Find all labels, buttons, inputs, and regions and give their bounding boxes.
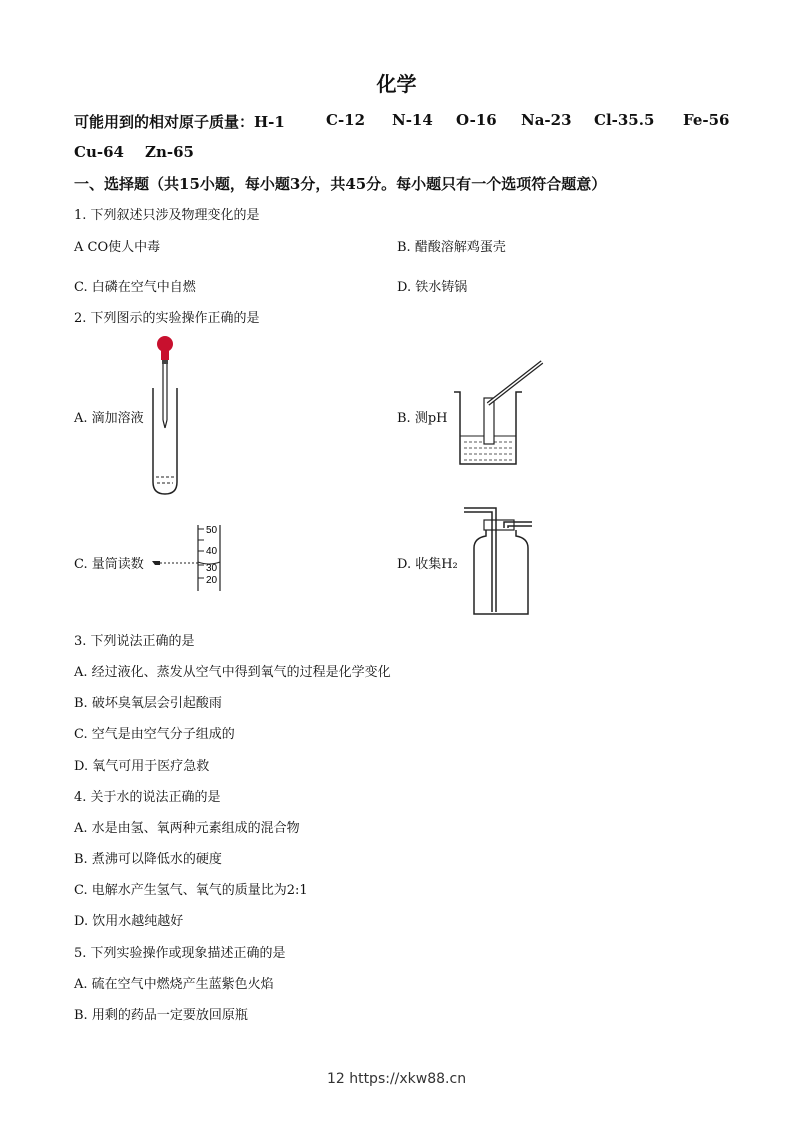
atomic-mass-item: Na-23 [521, 111, 572, 129]
q4-option-a: A. 水是由氢、氧两种元素组成的混合物 [74, 821, 300, 836]
q4-option-b: B. 煮沸可以降低水的硬度 [74, 852, 222, 867]
cylinder-tick-label: 30 [206, 563, 218, 574]
cylinder-tick-label: 50 [206, 525, 218, 536]
q1-option-d: D. 铁水铸锅 [397, 280, 468, 295]
cylinder-tick-label: 20 [206, 575, 218, 586]
q1-stem: 1. 下列叙述只涉及物理变化的是 [74, 208, 260, 223]
q5-option-b: B. 用剩的药品一定要放回原瓶 [74, 1008, 248, 1023]
gas-collection-bottle-illustration [462, 502, 542, 618]
cylinder-tick-label: 40 [206, 546, 218, 557]
q3-option-b: B. 破坏臭氧层会引起酸雨 [74, 696, 222, 711]
q2-option-b: B. 测pH [397, 411, 448, 426]
page-footer: 12 https://xkw88.cn [326, 1071, 467, 1087]
q4-option-c: C. 电解水产生氢气、氧气的质量比为2:1 [74, 883, 308, 898]
q4-stem: 4. 关于水的说法正确的是 [74, 790, 221, 805]
q5-stem: 5. 下列实验操作或现象描述正确的是 [74, 946, 286, 961]
q1-option-c: C. 白磷在空气中自燃 [74, 280, 196, 295]
q2-stem: 2. 下列图示的实验操作正确的是 [74, 311, 260, 326]
q2-option-c: C. 量筒读数 [74, 557, 144, 572]
atomic-mass-item: Cu-64 [74, 143, 124, 161]
atomic-mass-item: Cl-35.5 [594, 111, 655, 129]
q5-option-a: A. 硫在空气中燃烧产生蓝紫色火焰 [74, 977, 274, 992]
q1-option-a: A CO使人中毒 [74, 240, 161, 255]
q2-option-d: D. 收集H₂ [397, 557, 458, 572]
q4-option-d: D. 饮用水越纯越好 [74, 914, 184, 929]
atomic-mass-item: Zn-65 [145, 143, 194, 161]
beaker-ph-illustration [452, 358, 552, 470]
q1-option-b: B. 醋酸溶解鸡蛋壳 [397, 240, 506, 255]
atomic-mass-label: 可能用到的相对原子质量：H-1 [74, 113, 285, 131]
atomic-mass-item: N-14 [392, 111, 433, 129]
eye-icon [152, 561, 160, 565]
atomic-mass-item: O-16 [456, 111, 497, 129]
q3-option-c: C. 空气是由空气分子组成的 [74, 727, 235, 742]
graduated-cylinder-illustration [148, 525, 238, 595]
dropper-test-tube-illustration [148, 330, 188, 500]
atomic-mass-item: Fe-56 [683, 111, 730, 129]
page-title: 化学 [376, 72, 417, 96]
section-heading: 一、选择题（共15小题，每小题3分，共45分。每小题只有一个选项符合题意） [74, 175, 607, 193]
atomic-mass-item: C-12 [326, 111, 366, 129]
q3-option-d: D. 氧气可用于医疗急救 [74, 759, 210, 774]
q3-option-a: A. 经过液化、蒸发从空气中得到氧气的过程是化学变化 [74, 665, 391, 680]
q2-option-a: A. 滴加溶液 [74, 411, 144, 426]
q3-stem: 3. 下列说法正确的是 [74, 634, 195, 649]
